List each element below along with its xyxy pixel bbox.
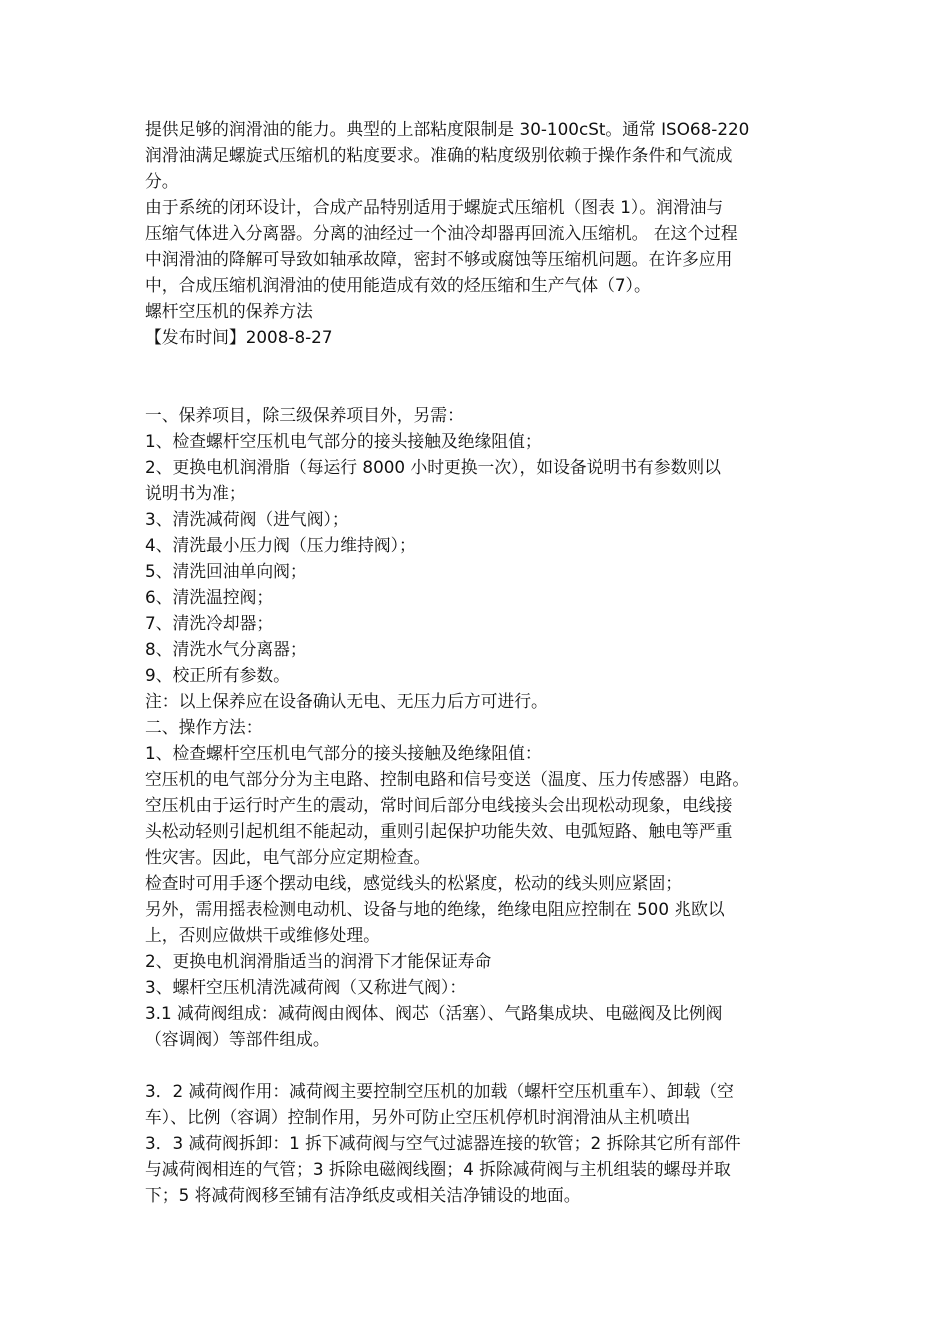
text-line: 空压机由于运行时产生的震动，常时间后部分电线接头会出现松动现象，电线接 [145,795,733,815]
text-line: 2、更换电机润滑脂适当的润滑下才能保证寿命 [145,951,492,971]
text-line: 1、检查螺杆空压机电气部分的接头接触及绝缘阻值： [145,743,542,763]
note-text: 注：以上保养应在设备确认无电、无压力后方可进行。 [145,691,548,711]
list-item: 说明书为准； [145,483,246,503]
spacer [145,1052,810,1078]
text-line: 由于系统的闭环设计，合成产品特别适用于螺旋式压缩机（图表 1）。润滑油与 [145,197,724,217]
text-line: 下；5 将减荷阀移至铺有洁净纸皮或相关洁净铺设的地面。 [145,1185,581,1205]
text-line: 检查时可用手逐个摆动电线，感觉线头的松紧度，松动的线头则应紧固； [145,873,683,893]
text-line: 提供足够的润滑油的能力。典型的上部粘度限制是 30-100cSt。通常 ISO68-220 [145,119,750,139]
text-line: 中，合成压缩机润滑油的使用能造成有效的烃压缩和生产气体（7）。 [145,275,651,295]
publish-date: 【发布时间】2008-8-27 [145,327,333,347]
list-item: 2、更换电机润滑脂（每运行 8000 小时更换一次），如设备说明书有参数则以 [145,457,721,477]
text-line: 空压机的电气部分分为主电路、控制电路和信号变送（温度、压力传感器）电路。 [145,769,750,789]
text-line: 头松动轻则引起机组不能起动，重则引起保护功能失效、电弧短路、触电等严重 [145,821,733,841]
text-line: 上，否则应做烘干或维修处理。 [145,925,380,945]
section-heading: 二、操作方法： [145,717,263,737]
text-line: 压缩气体进入分离器。分离的油经过一个油冷却器再回流入压缩机。 在这个过程 [145,223,738,243]
spacer [145,350,810,376]
list-item: 3、清洗减荷阀（进气阀）； [145,509,349,529]
list-item: 4、清洗最小压力阀（压力维持阀）； [145,535,416,555]
text-line: 车）、比例（容调）控制作用，另外可防止空压机停机时润滑油从主机喷出 [145,1107,691,1127]
document-page [145,116,810,1208]
spacer [145,376,810,402]
list-item: 8、清洗水气分离器； [145,639,307,659]
text-line: 中润滑油的降解可导致如轴承故障，密封不够或腐蚀等压缩机问题。在许多应用 [145,249,733,269]
text-line: 3．2 减荷阀作用：减荷阀主要控制空压机的加载（螺杆空压机重车）、卸载（空 [145,1081,734,1101]
list-item: 1、检查螺杆空压机电气部分的接头接触及绝缘阻值； [145,431,542,451]
text-line: 另外，需用摇表检测电动机、设备与地的绝缘，绝缘电阻应控制在 500 兆欧以 [145,899,725,919]
list-item: 5、清洗回油单向阀； [145,561,307,581]
text-line: 分。 [145,171,179,191]
list-item: 9、校正所有参数。 [145,665,290,685]
text-line: 与减荷阀相连的气管；3 拆除电磁阀线圈；4 拆除减荷阀与主机组装的螺母并取 [145,1159,731,1179]
list-item: 6、清洗温控阀； [145,587,274,607]
text-line: （容调阀）等部件组成。 [145,1029,330,1049]
article-title: 螺杆空压机的保养方法 [145,301,313,321]
text-line: 3．3 减荷阀拆卸：1 拆下减荷阀与空气过滤器连接的软管；2 拆除其它所有部件 [145,1133,741,1153]
text-line: 3.1 减荷阀组成：减荷阀由阀体、阀芯（活塞）、气路集成块、电磁阀及比例阀 [145,1003,723,1023]
text-line: 3、螺杆空压机清洗减荷阀（又称进气阀）： [145,977,467,997]
list-item: 7、清洗冷却器； [145,613,274,633]
text-line: 性灾害。因此，电气部分应定期检查。 [145,847,431,867]
text-line: 润滑油满足螺旋式压缩机的粘度要求。准确的粘度级别依赖于操作条件和气流成 [145,145,733,165]
section-heading: 一、保养项目，除三级保养项目外，另需： [145,405,464,425]
